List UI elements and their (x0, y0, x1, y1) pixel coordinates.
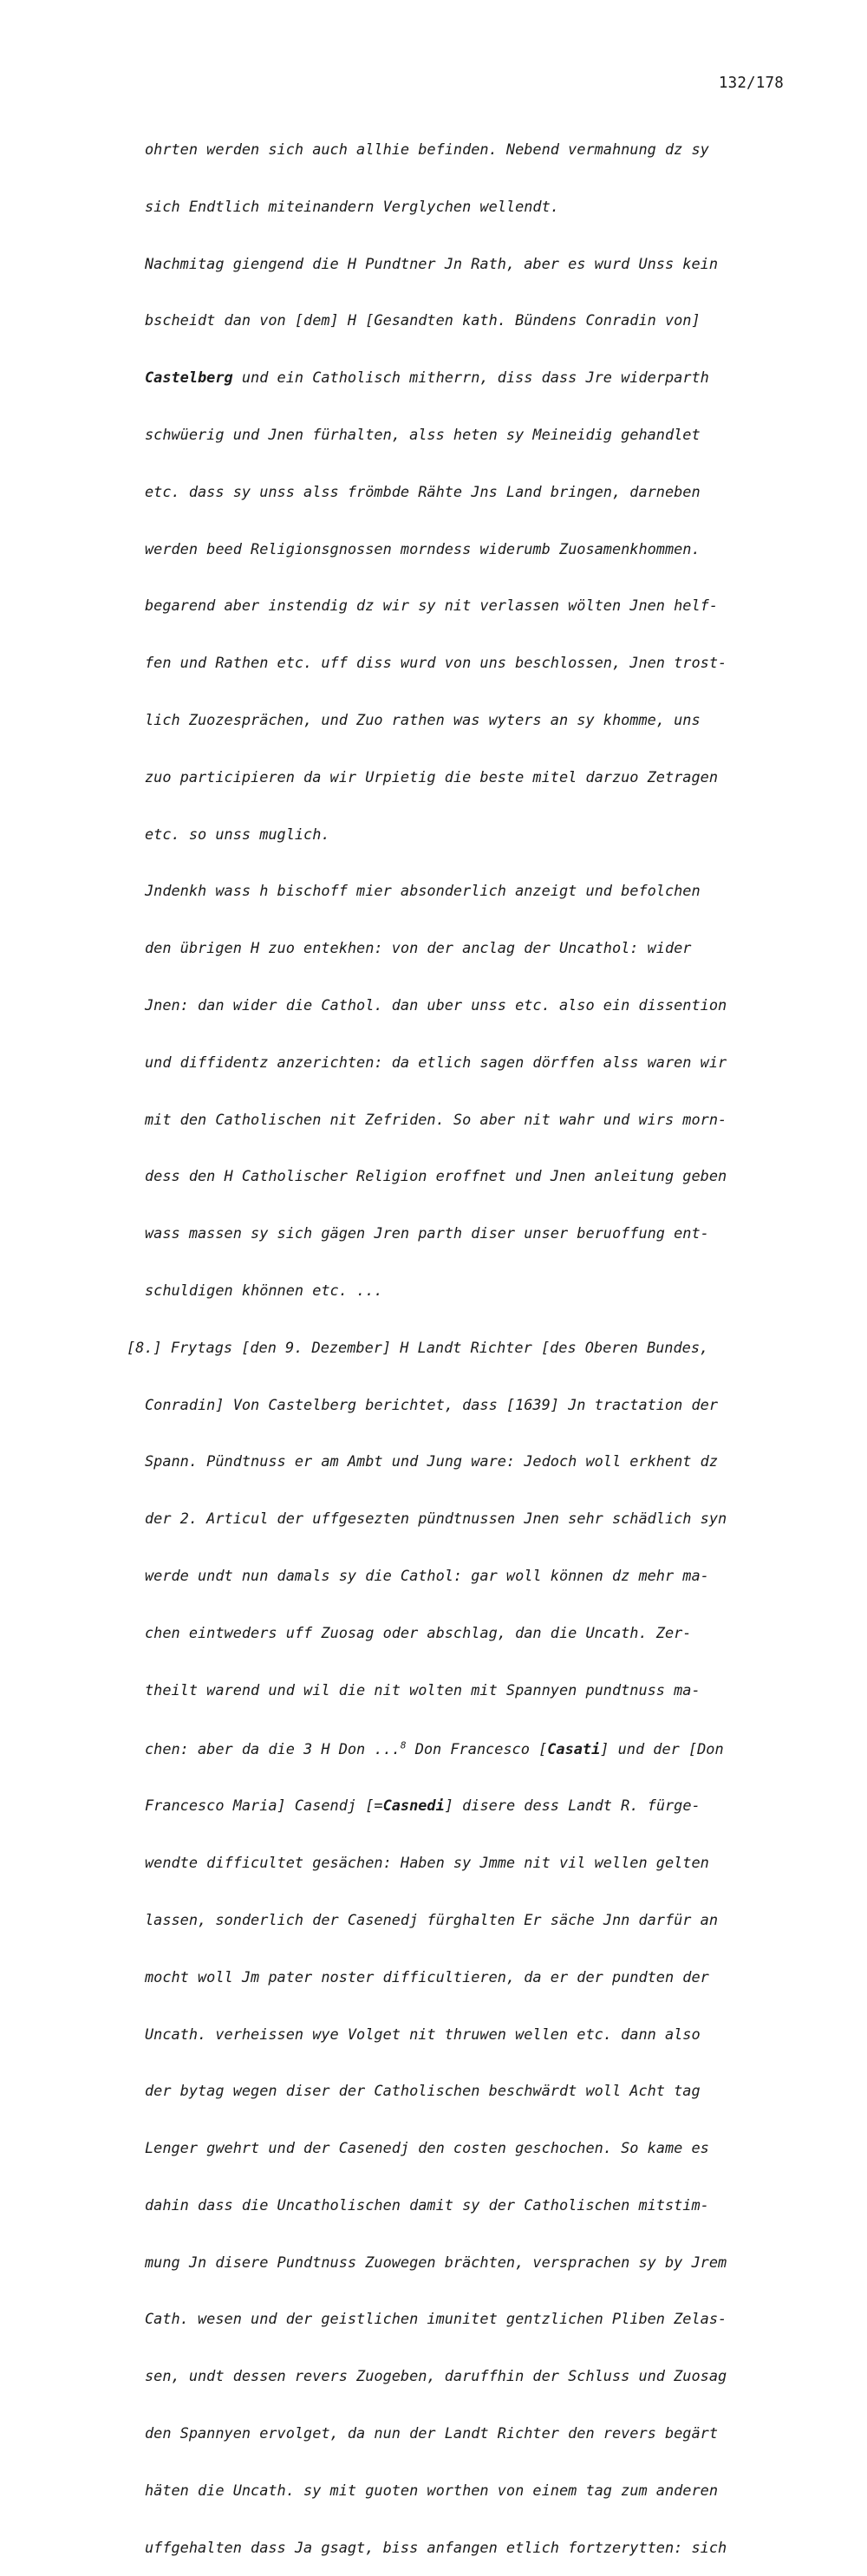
text-line: Jnen: dan wider die Cathol. dan uber unss etc. also ein dissention (145, 995, 727, 1014)
text-line: häten die Uncath. sy mit guoten worthen von einem tag zum anderen (145, 2481, 718, 2499)
text-line: Spann. Pündtnuss er am Ambt und Jung ware: Jedoch woll erkhent dz (145, 1452, 718, 1471)
text-line: den übrigen H zuo entekhen: von der anclag der Uncathol: wider (145, 939, 692, 957)
text-line: ohrten werden sich auch allhie befinden. Nebend vermahnung dz sy (145, 140, 709, 158)
text-line: fen und Rathen etc. uff diss wurd von uns beschlossen, Jnen trost- (145, 654, 727, 672)
text-line: Conradin] Von Castelberg berichtet, dass [1639] Jn tractation der (145, 1395, 718, 1413)
person-name: Casnedi (382, 1797, 445, 1815)
line-segment: ] und der [Don (600, 1740, 724, 1758)
text-line: mit den Catholischen nit Zefriden. So aber nit wahr und wirs morn- (145, 1110, 727, 1128)
text-line: dahin dass die Uncatholischen damit sy der Catholischen mitstim- (145, 2195, 709, 2214)
text-line: mocht woll Jm pater noster difficultieren, da er der pundten der (145, 1967, 709, 1986)
text-line: werden beed Religionsgnossen morndess widerumb Zuosamenkhommen. (145, 539, 701, 558)
text-line: begarend aber instendig dz wir sy nit verlassen wölten Jnen helf- (145, 597, 718, 615)
text-line: und diffidentz anzerichten: da etlich sagen dörffen alss waren wir (145, 1053, 727, 1071)
text-line: sich Endtlich miteinandern Verglychen wellendt. (145, 197, 559, 215)
text-line: uffgehalten dass Ja gsagt, biss anfangen etlich fortzerytten: sich (145, 2538, 727, 2556)
line-segment: chen: aber da die 3 H Don ... (145, 1740, 401, 1758)
text-line: sen, undt dessen revers Zuogeben, daruffhin der Schluss und Zuosag (145, 2367, 727, 2385)
text-line: etc. so unss muglich. (145, 825, 330, 843)
text-line: Nachmitag giengend die H Pundtner Jn Rath, aber es wurd Unss kein (145, 254, 718, 272)
text-line: schuldigen khönnen etc. ... (145, 1281, 383, 1299)
document-body (0, 104, 867, 2576)
text-line: Jndenkh wass h bischoff mier absonderlich anzeigt und befolchen (145, 882, 701, 900)
line-segment: und ein Catholisch mitherrn, diss dass Jre widerparth (232, 368, 709, 387)
text-line: theilt warend und wil die nit wolten mit Spannyen pundtnuss ma- (145, 1680, 701, 1699)
text-line: werde undt nun damals sy die Cathol: gar woll können dz mehr ma- (145, 1566, 709, 1584)
text-line: etc. dass sy unss alss frömbde Rähte Jns Land bringen, darneben (145, 482, 701, 500)
line-segment: ] disere dess Landt R. fürge- (444, 1797, 701, 1815)
text-line: wendte difficultet gesächen: Haben sy Jmme nit vil wellen gelten (145, 1854, 709, 1872)
line-segment: Francesco Maria] Casendj [= (145, 1797, 383, 1815)
text-line: mung Jn disere Pundtnuss Zuowegen brächten, versprachen sy by Jrem (145, 2253, 727, 2271)
text-line: chen eintweders uff Zuosag oder abschlag, dan die Uncath. Zer- (145, 1623, 692, 1641)
text-line: bscheidt dan von [dem] H [Gesandten kath. Bündens Conradin von] (145, 311, 701, 329)
text-line: lich Zuozesprächen, und Zuo rathen was wyters an sy khomme, uns (145, 710, 701, 728)
line-segment: Don Francesco [ (406, 1740, 548, 1758)
text-line: wass massen sy sich gägen Jren parth diser unser beruoffung ent- (145, 1224, 709, 1242)
text-line: zuo participieren da wir Urpietig die beste mitel darzuo Zetragen (145, 767, 718, 786)
text-line: Lenger gwehrt und der Casenedj den costen geschochen. So kame es (145, 2139, 709, 2157)
page-number: 132/178 (718, 75, 784, 92)
text-line (0, 367, 867, 389)
text-line: dess den H Catholischer Religion eroffnet und Jnen anleitung geben (145, 1167, 727, 1185)
text-line: den Spannyen ervolget, da nun der Landt Richter den revers begärt (145, 2424, 718, 2442)
person-name: Casati (547, 1740, 601, 1758)
text-line: der 2. Articul der uffgesezten pündtnussen Jnen sehr schädlich syn (145, 1510, 727, 1528)
footnote-marker: 8 (400, 1739, 407, 1751)
text-line: Uncath. verheissen wye Volget nit thruwen wellen etc. dann also (145, 2025, 701, 2043)
paragraph-start-line: [8.] Frytags [den 9. Dezember] H Landt Richter [des Oberen Bundes, (127, 1338, 709, 1356)
text-line: lassen, sonderlich der Casenedj fürghalten Er säche Jnn darfür an (145, 1910, 718, 1928)
text-line (0, 1795, 867, 1817)
text-line: schwüerig und Jnen fürhalten, alss heten sy Meineidig gehandlet (145, 425, 701, 443)
person-name: Castelberg (145, 368, 233, 387)
text-line (0, 1736, 867, 1760)
text-line: Cath. wesen und der geistlichen imunitet gentzlichen Pliben Zelas- (145, 2310, 727, 2328)
text-line: der bytag wegen diser der Catholischen beschwärdt woll Acht tag (145, 2082, 701, 2100)
